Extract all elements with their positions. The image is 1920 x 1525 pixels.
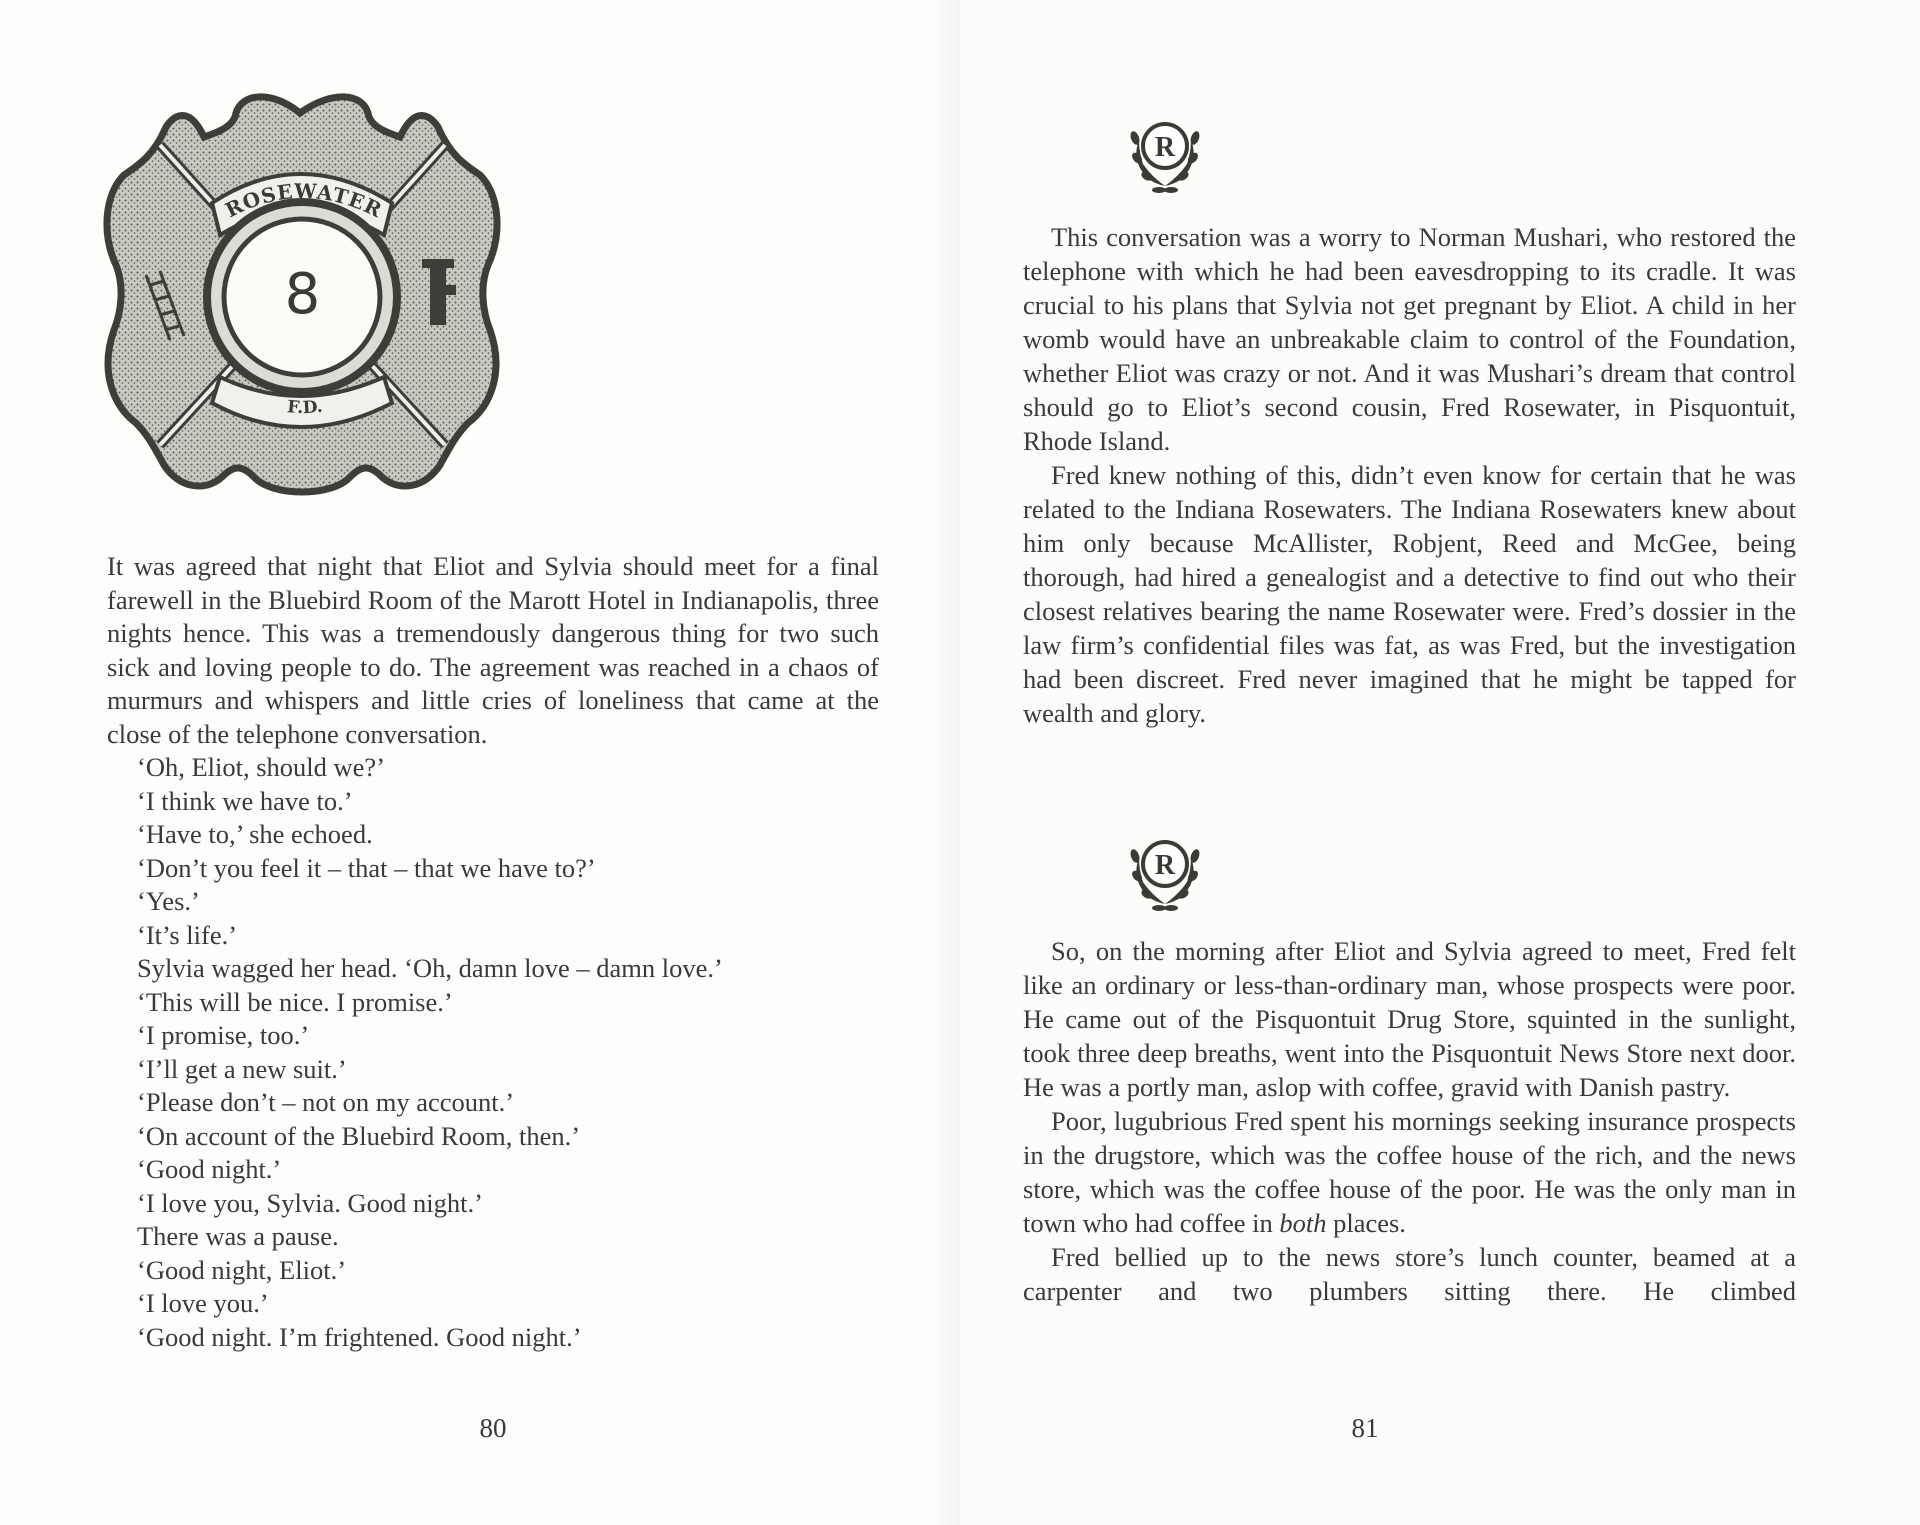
right-section-1 xyxy=(1023,220,1796,730)
section-ornament-r xyxy=(1125,110,1205,200)
dialogue-line: ‘Please don’t – not on my account.’ xyxy=(137,1087,515,1117)
ornament-letter: R xyxy=(1154,132,1176,163)
paragraph: So, on the morning after Eliot and Sylvia agreed to meet, Fred felt like an ordinary or less-than-ordinary man, whose prospects were poor. He came out of the Pisquontuit Drug Store, squinted in the sunlight, took three deep breaths, went into the Pisquontuit News Store next door. He was a portly man, aslop with coffee, gravid with Danish pastry. xyxy=(1023,936,1796,1102)
emblem-bottom-banner-text: F.D. xyxy=(286,396,324,419)
section-ornament-r xyxy=(1125,828,1205,918)
dialogue-line: ‘Have to,’ she echoed. xyxy=(137,819,373,849)
dialogue-line: ‘It’s life.’ xyxy=(137,919,238,950)
dialogue-line: Sylvia wagged her head. ‘Oh, damn love – damn love.’ xyxy=(137,953,723,983)
page-number-left: 80 xyxy=(479,1413,507,1443)
dialogue-line: ‘On account of the Bluebird Room, then.’ xyxy=(137,1120,581,1151)
paragraph: This conversation was a worry to Norman Mushari, who restored the telephone with which he had been eavesdropping to its cradle. It was crucial to his plans that Sylvia not get pregnant by Eliot. A child in her womb would have an unbreakable claim to control of the Foundation, whether Eliot was crazy or not. And it was Mushari’s dream that control should go to Eliot’s second cousin, Fred Rosewater, in Pisquontuit, Rhode Island. xyxy=(1023,222,1796,456)
page-number-right: 81 xyxy=(1351,1413,1379,1443)
paragraph xyxy=(1023,1104,1796,1240)
left-body-text xyxy=(107,550,879,1354)
dialogue-line: ‘Good night.’ xyxy=(137,1154,282,1184)
italic-word: both xyxy=(1279,1208,1327,1238)
dialogue-line: There was a pause. xyxy=(137,1221,339,1251)
emblem-top-banner-text: ROSEWATER xyxy=(221,178,387,223)
dialogue-line: ‘I think we have to.’ xyxy=(137,785,353,816)
paragraph: Fred bellied up to the news store’s lunch counter, beamed at a carpenter and two plumbers sitting there. He climbed xyxy=(1023,1242,1796,1306)
paragraph-text-end: places. xyxy=(1326,1208,1406,1238)
dialogue-line: ‘Yes.’ xyxy=(137,886,200,916)
dialogue-line: ‘I love you, Sylvia. Good night.’ xyxy=(137,1187,483,1218)
dialogue-line: ‘I promise, too.’ xyxy=(137,1020,310,1050)
dialogue-line: ‘I’ll get a new suit.’ xyxy=(137,1053,347,1084)
dialogue-line: ‘Good night, Eliot.’ xyxy=(137,1254,347,1285)
dialogue-line: ‘Oh, Eliot, should we?’ xyxy=(137,752,386,782)
right-section-2 xyxy=(1023,934,1796,1308)
paragraph: Fred knew nothing of this, didn’t even know for certain that he was related to the Indiana Rosewaters. The Indiana Rosewaters knew about him only because McAllister, Robjent, Reed and McGee, being thorough, had hired a genealogist and a detective to find out who their closest relatives bearing the name Rosewater were. Fred’s dossier in the law firm’s confidential files was fat, as was Fred, but the investigation had been discreet. Fred never imagined that he might be tapped for wealth and glory. xyxy=(1023,460,1796,728)
opening-paragraph: It was agreed that night that Eliot and Sylvia should meet for a final farewell in the Bluebird Room of the Marott Hotel in Indianapolis, three nights hence. This was a tremendously dangerous thing for two such sick and loving people to do. The agreement was reached in a chaos of murmurs and whispers and little cries of loneliness that came at the close of the telephone conversation. xyxy=(107,551,879,749)
dialogue-line: ‘Good night. I’m frightened. Good night.’ xyxy=(137,1321,582,1352)
svg-text:ROSEWATER xyxy=(221,179,386,223)
paragraph-text: Poor, lugubrious Fred spent his mornings seeking insurance prospects in the drugstore, which was the coffee house of the rich, and the news store, which was the coffee house of the poor. He was the only man in town who had coffee in xyxy=(1023,1106,1796,1238)
dialogue-line: ‘This will be nice. I promise.’ xyxy=(137,986,453,1017)
dialogue-line: ‘I love you.’ xyxy=(137,1288,269,1318)
ornament-letter: R xyxy=(1154,850,1176,881)
dialogue-line: ‘Don’t you feel it – that – that we have to?’ xyxy=(137,852,596,883)
chapter-number: 8 xyxy=(284,262,321,327)
right-page xyxy=(960,0,1920,1525)
svg-text:F.D. xyxy=(286,397,323,418)
